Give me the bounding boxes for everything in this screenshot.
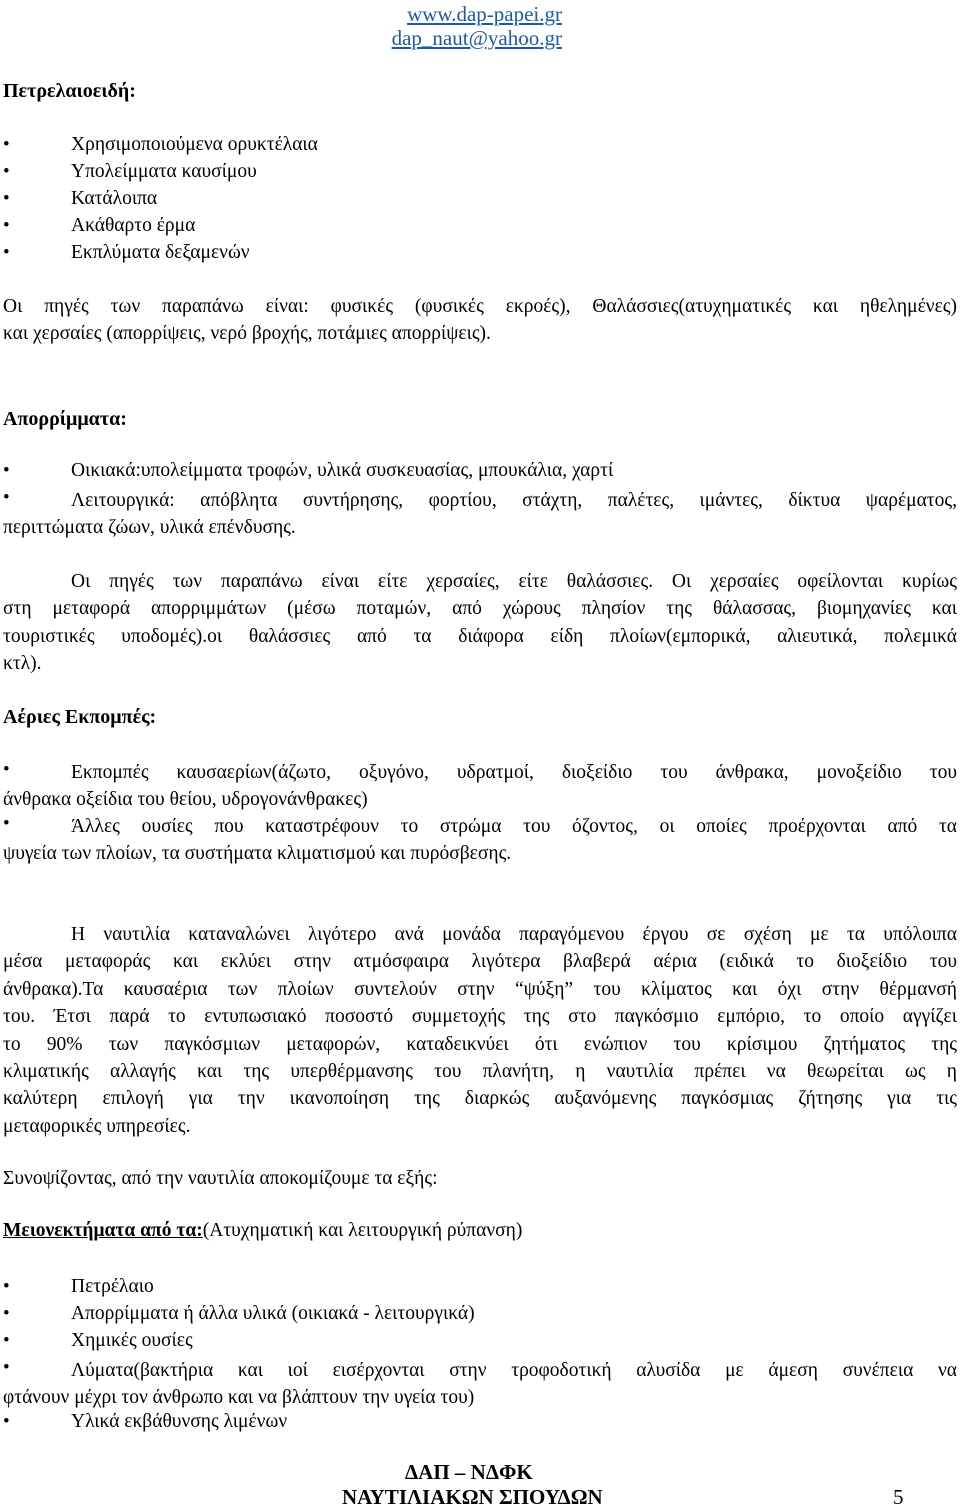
text-line: άνθρακα).Τα καυσαέρια των πλοίων συντελούν στην “ψύξη” του κλίματος και όχι στην θέρμανσή [3, 978, 957, 1000]
waste-item-operational [71, 487, 957, 514]
section-title-waste: Απορρίμματα: [3, 408, 127, 430]
emissions-item-exhaust-cont [3, 786, 957, 813]
disadvantages-subtitle: (Ατυχηματική και λειτουργική ρύπανση) [202, 1220, 523, 1241]
disadvantage-item [71, 1357, 957, 1384]
bullet: • [3, 1303, 10, 1324]
disadvantage-item: Πετρέλαιο [71, 1276, 154, 1297]
text-line: άνθρακα οξείδια του θείου, υδρογονάνθρακες) [3, 789, 368, 810]
text-line: ψυγεία των πλοίων, τα συστήματα κλιματισμού και πυρόσβεσης. [3, 843, 512, 864]
section-title-emissions: Αέριες Εκπομπές: [3, 706, 157, 728]
list-item-text: Ακάθαρτο έρμα [71, 215, 196, 236]
text-line: φτάνουν μέχρι τον άνθρωπο και να βλάπτουν την υγεία του) [3, 1387, 475, 1408]
bullet: • [3, 1330, 10, 1351]
waste-sources-paragraph [3, 568, 957, 678]
bullet: • [3, 188, 10, 209]
disadvantages-title: Μειονεκτήματα από τα: [3, 1220, 203, 1241]
list-item-text: Υπολείμματα καυσίμου [71, 161, 257, 182]
text-line: κτλ). [3, 653, 42, 675]
text-line: του. Έτσι παρά το εντυπωσιακό ποσοστό συμμετοχής της στο παγκόσμιο εμπόριο, το οποίο αγγίζει [3, 1006, 957, 1028]
text-line: στη μεταφορά απορριμμάτων (μέσω ποταμών, από χώρους πλησίον της θάλασσας, βιομηχανίες και [3, 598, 957, 620]
footer-line-2: ΝΑΥΤΙΛΙΑΚΩΝ ΣΠΟΥΔΩΝ [342, 1485, 603, 1509]
text-line: το 90% των παγκόσμιων μεταφορών, καταδεικνύει ότι ενώπιον του κρίσιμου ζητήματος της [3, 1033, 957, 1055]
text-line: Εκπομπές καυσαερίων(άζωτο, οξυγόνο, υδρατμοί, διοξείδιο του άνθρακα, μονοξείδιο του [71, 762, 957, 783]
text-line: Λύματα(βακτήρια και ιοί εισέρχονται στην τροφοδοτική αλυσίδα με άμεση συνέπεια να [71, 1360, 957, 1381]
bullet: • [3, 1411, 10, 1432]
bullet: • [3, 134, 10, 155]
bullet: • [3, 242, 10, 263]
disadvantage-item: Χημικές ουσίες [71, 1330, 193, 1351]
petroleum-sources-paragraph [3, 293, 957, 348]
disadvantage-item: Υλικά εκβάθυνσης λιμένων [71, 1411, 288, 1432]
bullet: • [3, 460, 10, 481]
text-line: μέσα μεταφοράς και εκλύει στην ατμόσφαιρα λιγότερα βλαβερά αέρια (ειδικά το διοξείδιο του [3, 951, 957, 973]
bullet: • [3, 759, 10, 780]
footer-line-1: ΔΑΠ – ΝΔΦΚ [405, 1460, 533, 1484]
text-line: μεταφορικές υπηρεσίες. [3, 1115, 191, 1137]
disadvantages-heading [3, 1220, 522, 1242]
emissions-item-ozone-cont [3, 840, 957, 867]
text-line: τουριστικές υποδομές).οι θαλάσσιες από τα διάφορα είδη πλοίων(εμπορικά, αλιευτικά, πολεμικά [3, 625, 957, 647]
text-line: περιττώματα ζώων, υλικά επένδυσης. [3, 517, 296, 538]
text-line: Λειτουργικά: απόβλητα συντήρησης, φορτίου, στάχτη, παλέτες, ιμάντες, δίκτυα ψαρέματος, [71, 490, 957, 511]
text-line: κλιματικής αλλαγής και της υπερθέρμανσης του πλανήτη, η ναυτιλία πρέπει να θεωρείται ως η [3, 1061, 957, 1083]
shipping-paragraph [3, 921, 957, 1140]
bullet: • [3, 813, 10, 834]
waste-item-household: Οικιακά:υπολείμματα τροφών, υλικά συσκευασίας, μπουκάλια, χαρτί [71, 460, 614, 481]
page-number: 5 [893, 1485, 904, 1509]
bullet: • [3, 487, 10, 508]
text-line: Οι πηγές των παραπάνω είναι: φυσικές (φυσικές εκροές), Θαλάσσιες(ατυχηματικές και ηθελημένες) [3, 296, 957, 317]
text-line: Οι πηγές των παραπάνω είναι είτε χερσαίες, είτε θαλάσσιες. Οι χερσαίες οφείλονται κυρίως [71, 571, 957, 592]
list-item-text: Εκπλύματα δεξαμενών [71, 242, 250, 263]
waste-item-operational-cont [3, 514, 957, 541]
summary-line: Συνοψίζοντας, από την ναυτιλία αποκομίζουμε τα εξής: [3, 1168, 438, 1189]
disadvantage-item-cont [3, 1384, 957, 1411]
text-line: και χερσαίες (απορρίψεις, νερό βροχής, ποτάμιες απορρίψεις). [3, 323, 491, 345]
bullet: • [3, 1357, 10, 1378]
disadvantage-item: Απορρίμματα ή άλλα υλικά (οικιακά - λειτουργικά) [71, 1303, 475, 1324]
bullet: • [3, 215, 10, 236]
bullet: • [3, 161, 10, 182]
emissions-item-ozone [71, 813, 957, 840]
text-line: καλύτερη επιλογή για την ικανοποίηση της διαρκώς αυξανόμενης παγκόσμιας ζήτησης για τις [3, 1088, 957, 1110]
list-item-text: Χρησιμοποιούμενα ορυκτέλαια [71, 134, 318, 155]
emissions-item-exhaust [71, 759, 957, 786]
header-website-link[interactable]: www.dap-papei.gr [407, 2, 562, 26]
text-line: Η ναυτιλία καταναλώνει λιγότερο ανά μονάδα παραγόμενου έργου σε σχέση με τα υπόλοιπα [71, 924, 957, 945]
bullet: • [3, 1276, 10, 1297]
list-item-text: Κατάλοιπα [71, 188, 158, 209]
text-line: Άλλες ουσίες που καταστρέφουν το στρώμα του όζοντος, οι οποίες προέρχονται από τα [71, 816, 957, 837]
header-email-link[interactable]: dap_naut@yahoo.gr [391, 26, 562, 50]
section-title-petroleum: Πετρελαιοειδή: [3, 80, 136, 102]
